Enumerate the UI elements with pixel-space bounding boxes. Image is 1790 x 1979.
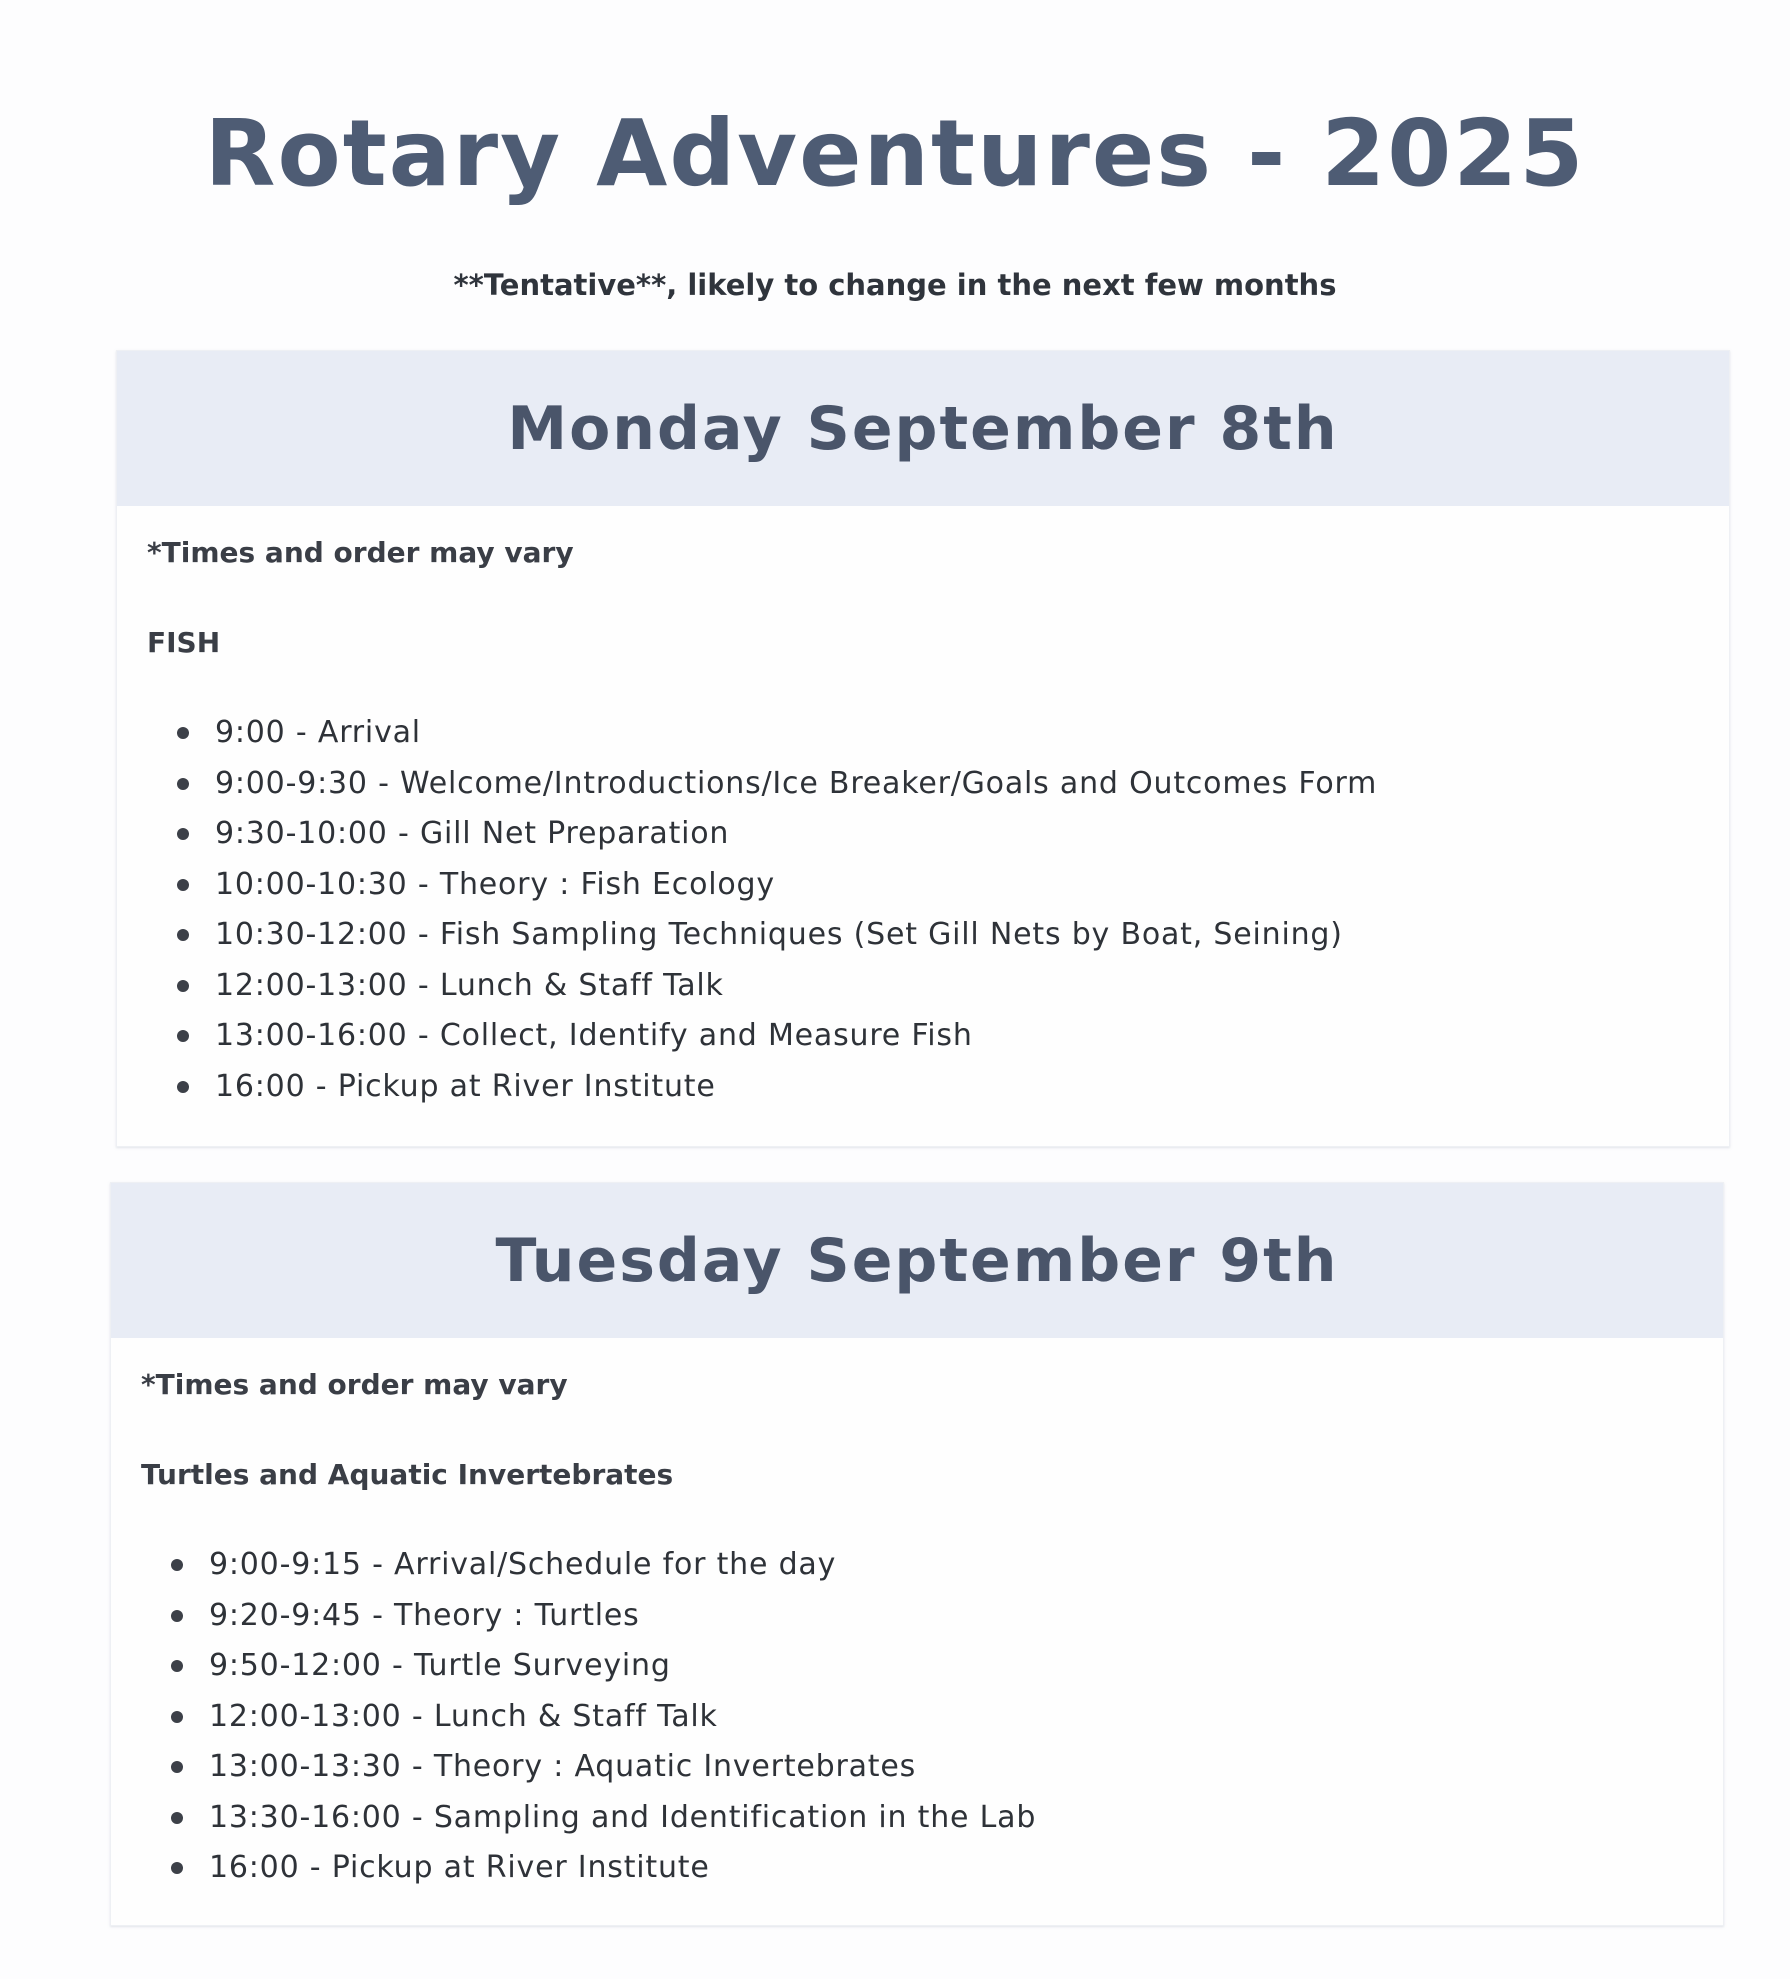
schedule-item	[177, 708, 1729, 759]
bullet-icon	[171, 1761, 183, 1773]
schedule-item	[171, 1641, 1723, 1692]
schedule-item	[171, 1843, 1723, 1894]
bullet-icon	[171, 1711, 183, 1723]
schedule-item	[171, 1793, 1723, 1844]
schedule-item	[171, 1591, 1723, 1642]
schedule-item-text: 9:20-9:45 - Theory : Turtles	[209, 1597, 640, 1633]
schedule-list	[141, 1540, 1723, 1894]
schedule-item-text: 10:30-12:00 - Fish Sampling Techniques (Set Gill Nets by Boat, Seining)	[215, 917, 1343, 952]
bullet-icon	[177, 828, 189, 840]
day-heading: Tuesday September 9th	[495, 1225, 1339, 1296]
bullet-icon	[171, 1862, 183, 1874]
bullet-icon	[171, 1610, 183, 1622]
schedule-item	[171, 1692, 1723, 1743]
document-title: Rotary Adventures - 2025	[204, 100, 1586, 207]
day-body	[117, 536, 1729, 1112]
schedule-item-text: 12:00-13:00 - Lunch & Staff Talk	[215, 967, 724, 1003]
day-section-tuesday	[110, 1182, 1724, 1926]
schedule-item	[177, 860, 1729, 911]
schedule-item-text: 16:00 - Pickup at River Institute	[209, 1850, 710, 1885]
bullet-icon	[177, 1030, 189, 1042]
schedule-item	[171, 1540, 1723, 1591]
bullet-icon	[171, 1559, 183, 1571]
schedule-item-text: 13:00-16:00 - Collect, Identify and Measure Fish	[215, 1018, 973, 1053]
schedule-item	[171, 1742, 1723, 1793]
day-section-monday	[116, 350, 1730, 1147]
schedule-item	[177, 1062, 1729, 1113]
schedule-item	[177, 910, 1729, 961]
bullet-icon	[177, 879, 189, 891]
schedule-item-text: 9:30-10:00 - Gill Net Preparation	[215, 816, 730, 851]
schedule-item-text: 10:00-10:30 - Theory : Fish Ecology	[215, 866, 775, 902]
times-note: *Times and order may vary	[147, 536, 574, 569]
bullet-icon	[177, 980, 189, 992]
schedule-item	[177, 1011, 1729, 1062]
day-body	[111, 1368, 1723, 1894]
bullet-icon	[171, 1812, 183, 1824]
bullet-icon	[171, 1660, 183, 1672]
schedule-item-text: 13:00-13:30 - Theory : Aquatic Invertebrates	[209, 1749, 917, 1784]
schedule-item-text: 9:00-9:15 - Arrival/Schedule for the day	[209, 1547, 837, 1582]
bullet-icon	[177, 1081, 189, 1093]
schedule-item-text: 9:00-9:30 - Welcome/Introductions/Ice Breaker/Goals and Outcomes Form	[215, 765, 1378, 801]
schedule-item	[177, 759, 1729, 810]
document-subtitle: **Tentative**, likely to change in the next few months	[453, 268, 1337, 302]
day-header	[111, 1183, 1723, 1338]
day-header	[117, 351, 1729, 506]
schedule-item-text: 16:00 - Pickup at River Institute	[215, 1068, 716, 1104]
bullet-icon	[177, 778, 189, 790]
schedule-item-text: 12:00-13:00 - Lunch & Staff Talk	[209, 1698, 718, 1734]
day-topic: Turtles and Aquatic Invertebrates	[141, 1458, 674, 1491]
schedule-item	[177, 961, 1729, 1012]
bullet-icon	[177, 727, 189, 739]
day-topic: FISH	[147, 626, 221, 659]
schedule-item-text: 9:50-12:00 - Turtle Surveying	[209, 1648, 671, 1683]
schedule-list	[147, 708, 1729, 1112]
bullet-icon	[177, 929, 189, 941]
schedule-item-text: 9:00 - Arrival	[215, 715, 421, 750]
times-note: *Times and order may vary	[141, 1368, 568, 1401]
schedule-item	[177, 809, 1729, 860]
schedule-item-text: 13:30-16:00 - Sampling and Identification in the Lab	[209, 1799, 1037, 1835]
day-heading: Monday September 8th	[507, 393, 1339, 464]
